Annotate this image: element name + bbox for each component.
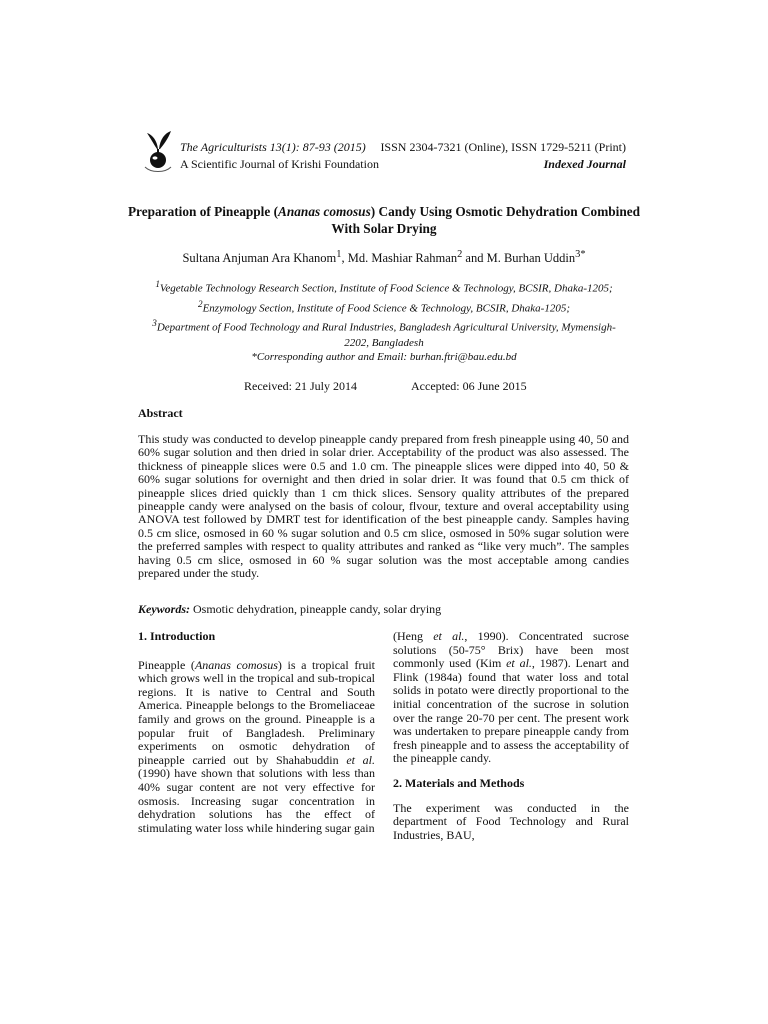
affiliations: $^1$Vegetable Technology Research Section, Institute of Food Science & Technology, BCSIR, Dhaka-1205; $^2$Enzymology Section, Institute of Food Science & Technology, BCSIR, Dhaka-1205; $^3$Department of Food Technology and Rural Industries, Bangladesh Agricultural University, Mymensigh-2202, Bangladesh	[152, 279, 616, 349]
introduction-paragraph-continued: (Heng et al., 1990). Concentrated sucrose solutions (50-75° Brix) have been most commonly used (Kim et al., 1987). Lenart and Flink (1984a) found that water loss and total solids in potato were directly proportional to the initial concentration of the sucrose in solution over the range 20-70 per cent. The present work was undertaken to prepare pineapple candy from fresh pineapple and to assess the acceptability of the pineapple candy.	[393, 629, 630, 766]
received-date: Received: 21 July 2014	[244, 379, 357, 393]
keywords	[138, 601, 441, 617]
indexed-journal-label: Indexed Journal	[543, 157, 626, 171]
methods-heading: 2. Materials and Methods	[393, 775, 525, 790]
journal-header-line	[180, 139, 626, 155]
journal-subtitle: A Scientific Journal of Krishi Foundation	[180, 157, 379, 171]
introduction-heading: 1. Introduction	[138, 629, 216, 643]
issn: ISSN 2304-7321 (Online), ISSN 1729-5211 (Print)	[380, 140, 626, 154]
title-species: Ananas comosus	[278, 204, 371, 219]
left-column	[138, 630, 375, 835]
right-column	[393, 630, 629, 842]
keywords-label: Keywords:	[138, 602, 190, 616]
paper-title: Preparation of Pineapple (Ananas comosus) Candy Using Osmotic Dehydration Combined With Solar Drying	[127, 204, 641, 236]
journal-subheader-line	[180, 156, 626, 172]
corresponding-author: *Corresponding author and Email: burhan.ftri@bau.edu.bd	[251, 351, 517, 363]
seedling-logo-icon	[141, 127, 175, 173]
methods-paragraph: The experiment was conducted in the department of Food Technology and Rural Industries, BAU,	[393, 800, 629, 842]
abstract-text: This study was conducted to develop pineapple candy prepared from fresh pineapple using 40, 50 and 60% sugar solution and then dried in solar drier. Acceptability of the product was also assessed. The thickness of pineapple slices were 0.5 and 1.0 cm. The pineapple slices were dipped into 40, 50 & 60% sugar solutions for overnight and then dried in solar drier. It was found that 0.5 cm thick of pineapple slices dried quickly than 1 cm thick slices. Sensory quality attributes of the prepared pineapple candy were analysed on the basis of colour, flvour, texture and overal acceptability using ANOVA test followed by DMRT test for identification of the best pineapple candy. Samples having 0.5 cm slice, osmosed in 60 % sugar solution and 0.5 cm slice, osmosed in 50% sugar solution were the preferred samples with respect to quality attributes and ranked as “like very much”. The samples having 0.5 cm slice, osmosed in 60 % sugar solution was the most acceptable among candies prepared under the study.	[138, 432, 629, 581]
introduction-paragraph: Pineapple (Ananas comosus) is a tropical fruit which grows well in the tropical and sub-tropical regions. It is native to Central and South America. Pineapple belongs to the Bromeliaceae family and grows on the ground. Pineapple is a popular fruit of Bangladesh. Preliminary experiments on osmotic dehydration of pineapple carried out by Shahabuddin et al. (1990) have shown that solutions with less than 40% sugar content are not very effective for osmosis. Increasing sugar concentration in dehydration solutions has the effect of stimulating water loss while hindering sugar gain	[138, 657, 375, 835]
abstract-heading: Abstract	[138, 406, 183, 420]
accepted-date: Accepted: 06 June 2015	[411, 379, 527, 393]
journal-citation: The Agriculturists 13(1): 87-93 (2015)	[180, 140, 366, 154]
keywords-text: Osmotic dehydration, pineapple candy, solar drying	[190, 602, 442, 616]
author-list: Sultana Anjuman Ara Khanom$^1$, Md. Mashiar Rahman$^2$ and M. Burhan Uddin$^{3*}$	[182, 249, 586, 266]
